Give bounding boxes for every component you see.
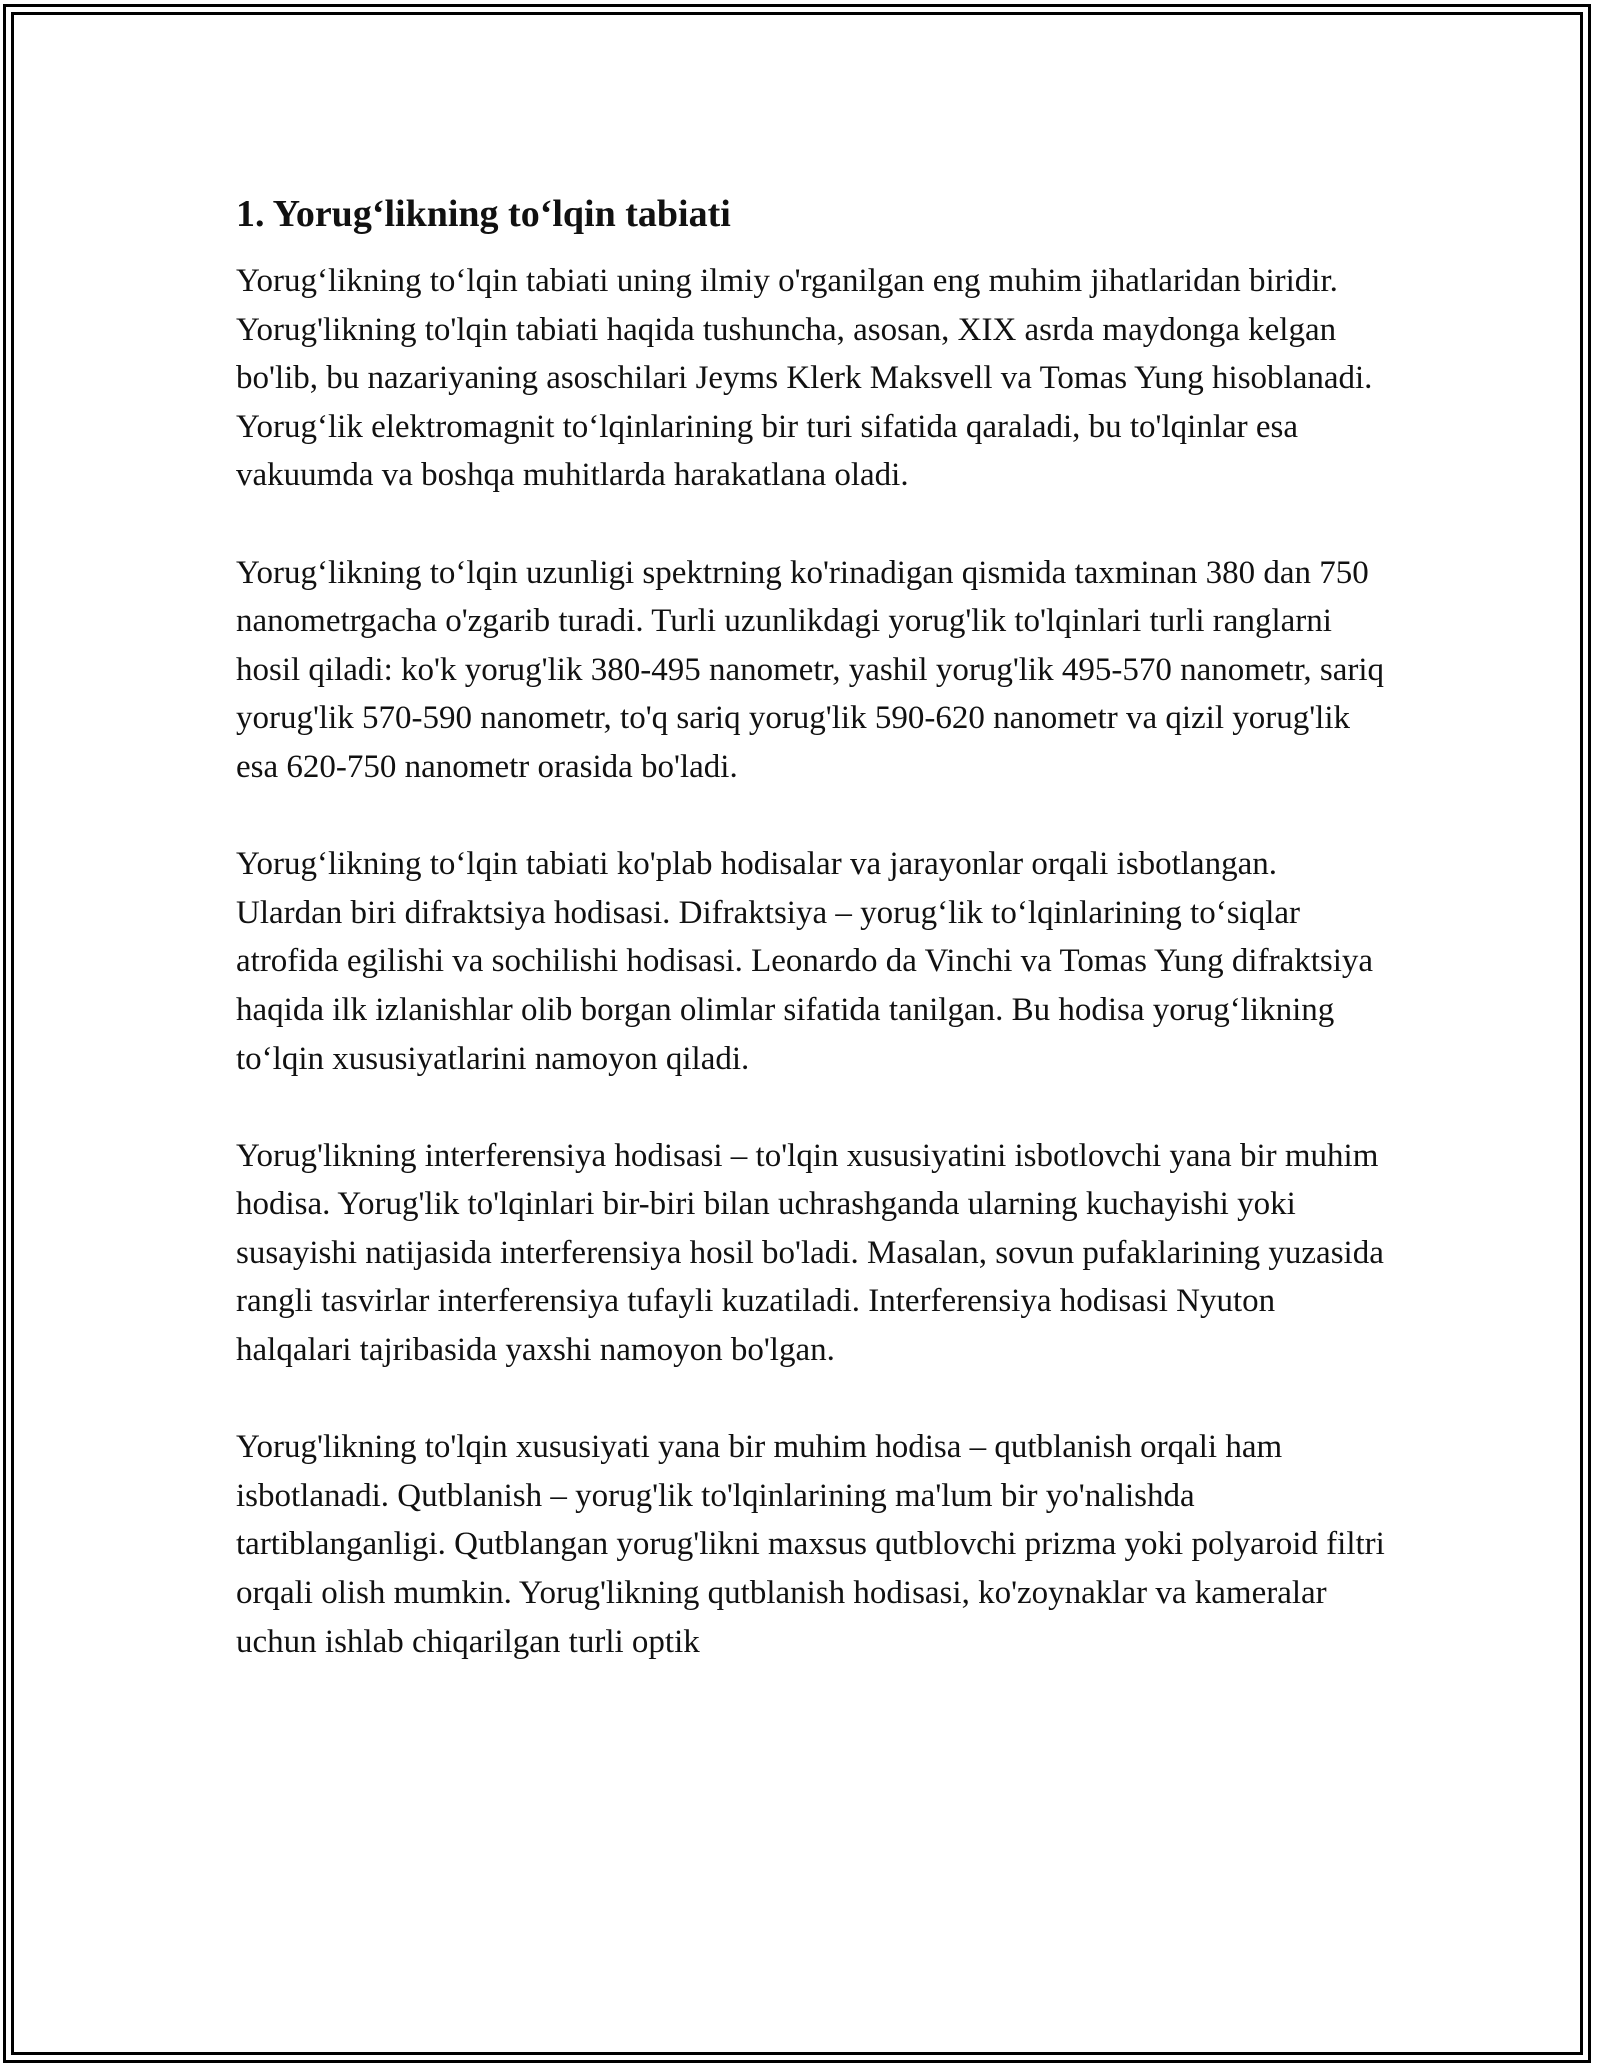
paragraph-diffraction: Yorug‘likning to‘lqin tabiati ko'plab hodisalar va jarayonlar orqali isbotlangan. Ulardan biri difraktsiya hodisasi. Difraktsiya – yorug‘lik to‘lqinlarining to‘siqlar atrofida egilishi va sochilishi hodisasi. Leonardo da Vinchi va Tomas Yung difraktsiya haqida ilk izlanishlar olib borgan olimlar sifatida tanilgan. Bu hodisa yorug‘likning to‘lqin xususiyatlarini namoyon qiladi. xyxy=(236,846,1374,1077)
document-body xyxy=(236,185,1386,1666)
paragraph-interference: Yorug'likning interferensiya hodisasi – to'lqin xususiyatini isbotlovchi yana bir muhim hodisa. Yorug'lik to'lqinlari bir-biri bilan uchrashganda ularning kuchayishi yoki susayishi natijasida interferensiya hosil bo'ladi. Masalan, sovun pufaklarining yuzasida rangli tasvirlar interferensiya tufayli kuzatiladi. Interferensiya hodisasi Nyuton halqalari tajribasida yaxshi namoyon bo'lgan. xyxy=(236,1137,1384,1369)
paragraph-wave-nature: Yorug‘likning to‘lqin tabiati uning ilmiy o'rganilgan eng muhim jihatlaridan biridir. Yorug'likning to'lqin tabiati haqida tushuncha, asosan, XIX asrda maydonga kelgan bo'lib, bu nazariyaning asoschilari Jeyms Klerk Maksvell va Tomas Yung hisoblanadi. Yorug‘lik elektromagnit to‘lqinlarining bir turi sifatida qaraladi, bu to'lqinlar esa vakuumda va boshqa muhitlarda harakatlana oladi. xyxy=(236,263,1373,494)
paragraph-polarization: Yorug'likning to'lqin xususiyati yana bir muhim hodisa – qutblanish orqali ham isbotlanadi. Qutblanish – yorug'lik to'lqinlarining ma'lum bir yo'nalishda tartiblanganligi. Qutblangan yorug'likni maxsus qutblovchi prizma yoki polyaroid filtri orqali olish mumkin. Yorug'likning qutblanish hodisasi, ko'zoynaklar va kameralar uchun ishlab chiqarilgan turli optik xyxy=(236,1429,1385,1660)
section-heading: 1. Yorug‘likning to‘lqin tabiati xyxy=(236,193,731,235)
paragraph-wavelength-spectrum: Yorug‘likning to‘lqin uzunligi spektrning ko'rinadigan qismida taxminan 380 dan 750 nanometrgacha o'zgarib turadi. Turli uzunlikdagi yorug'lik to'lqinlari turli ranglarni hosil qiladi: ko'k yorug'lik 380-495 nanometr, yashil yorug'lik 495-570 nanometr, sariq yorug'lik 570-590 nanometr, to'q sariq yorug'lik 590-620 nanometr va qizil yorug'lik esa 620-750 nanometr orasida bo'ladi. xyxy=(236,554,1385,785)
